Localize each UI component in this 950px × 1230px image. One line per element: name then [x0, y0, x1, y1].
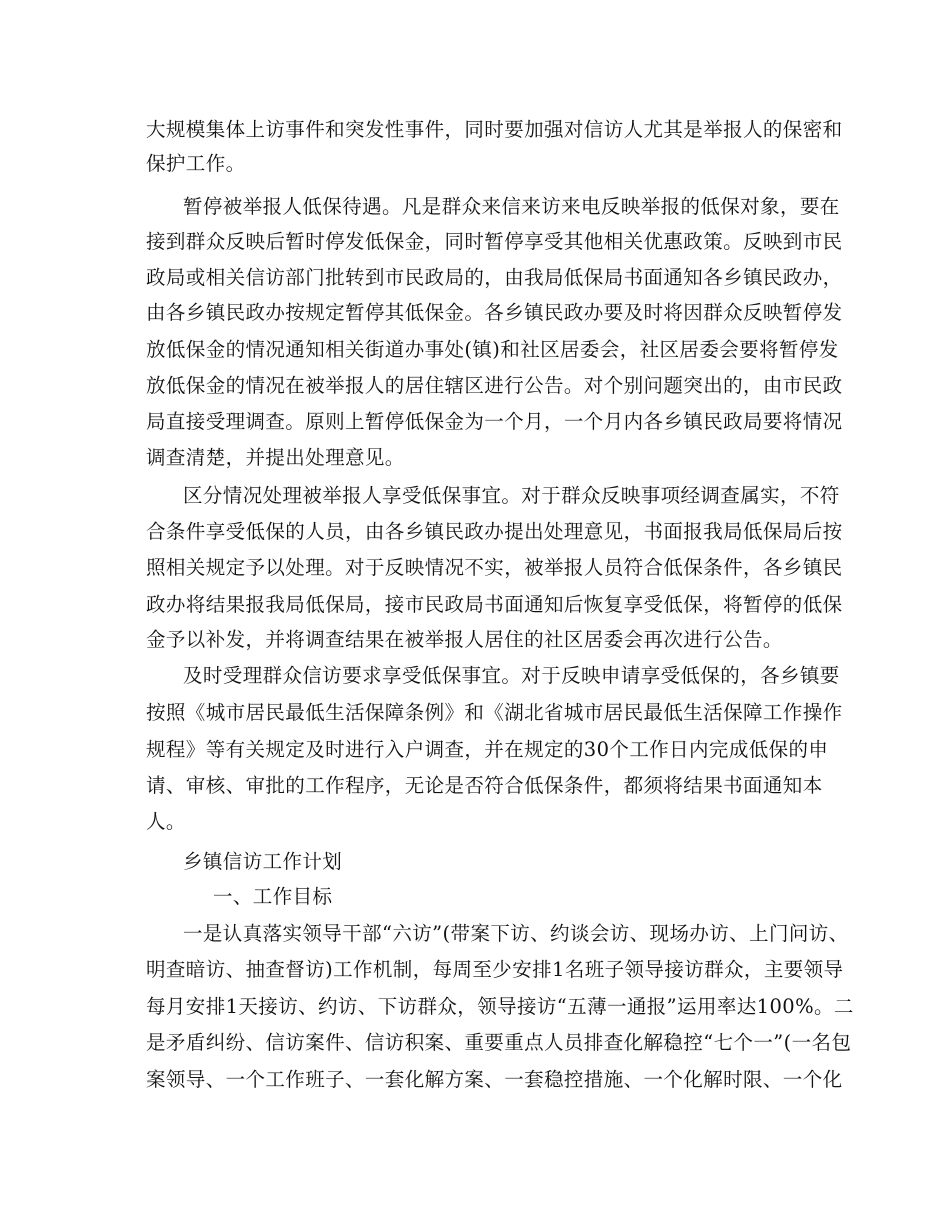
text-line: 请、审核、审批的工作程序，无论是否符合低保条件，都须将结果书面通知本: [146, 774, 823, 797]
text-line: 放低保金的情况在被举报人的居住辖区进行公告。对个别问题突出的，由市民政: [146, 374, 843, 397]
text-line: 每月安排1天接访、约访、下访群众，领导接访“五薄一通报”运用率达100%。二: [146, 995, 854, 1018]
text-line: 金予以补发，并将调查结果在被举报人居住的社区居委会再次进行公告。: [146, 628, 783, 651]
text-line: 合条件享受低保的人员，由各乡镇民政办提出处理意见，书面报我局低保局后按: [146, 520, 843, 543]
text-line: 政局或相关信访部门批转到市民政局的，由我局低保局书面通知各乡镇民政办，: [146, 266, 843, 289]
text-line: 案领导、一个工作班子、一套化解方案、一套稳控措施、一个化解时限、一个化: [146, 1068, 843, 1091]
text-line: 及时受理群众信访要求享受低保事宜。对于反映申请享受低保的，各乡镇要: [183, 664, 840, 687]
text-line: 是矛盾纠纷、信访案件、信访积案、重要重点人员排查化解稳控“七个一”(一名包: [146, 1031, 852, 1054]
text-line: 照相关规定予以处理。对于反映情况不实，被举报人员符合低保条件，各乡镇民: [146, 556, 843, 579]
section-subheading: 一、工作目标: [213, 885, 333, 908]
text-line: 保护工作。: [146, 152, 246, 175]
text-line: 放低保金的情况通知相关街道办事处(镇)和社区居委会，社区居委会要将暂停发: [146, 338, 839, 361]
text-line: 规程》等有关规定及时进行入户调查，并在规定的30个工作日内完成低保的申: [146, 738, 829, 761]
text-line: 政办将结果报我局低保局，接市民政局书面通知后恢复享受低保，将暂停的低保: [146, 593, 843, 616]
text-line: 大规模集体上访事件和突发性事件，同时要加强对信访人尤其是举报人的保密和: [146, 118, 843, 141]
text-line: 区分情况处理被举报人享受低保事宜。对于群众反映事项经调查属实，不符: [183, 484, 840, 507]
text-line: 一是认真落实领导干部“六访”(带案下访、约谈会访、现场办访、上门问访、: [183, 922, 849, 945]
text-line: 局直接受理调查。原则上暂停低保金为一个月，一个月内各乡镇民政局要将情况: [146, 410, 843, 433]
text-line: 明查暗访、抽查督访)工作机制，每周至少安排1名班子领导接访群众，主要领导: [146, 958, 844, 981]
text-line: 暂停被举报人低保待遇。凡是群众来信来访来电反映举报的低保对象，要在: [183, 195, 840, 218]
text-line: 人。: [146, 810, 186, 833]
section-heading: 乡镇信访工作计划: [183, 850, 343, 873]
text-line: 按照《城市居民最低生活保障条例》和《湖北省城市居民最低生活保障工作操作: [146, 701, 843, 724]
text-line: 由各乡镇民政办按规定暂停其低保金。各乡镇民政办要及时将因群众反映暂停发: [146, 301, 843, 324]
text-line: 接到群众反映后暂时停发低保金，同时暂停享受其他相关优惠政策。反映到市民: [146, 230, 843, 253]
text-line: 调查清楚，并提出处理意见。: [146, 446, 405, 469]
